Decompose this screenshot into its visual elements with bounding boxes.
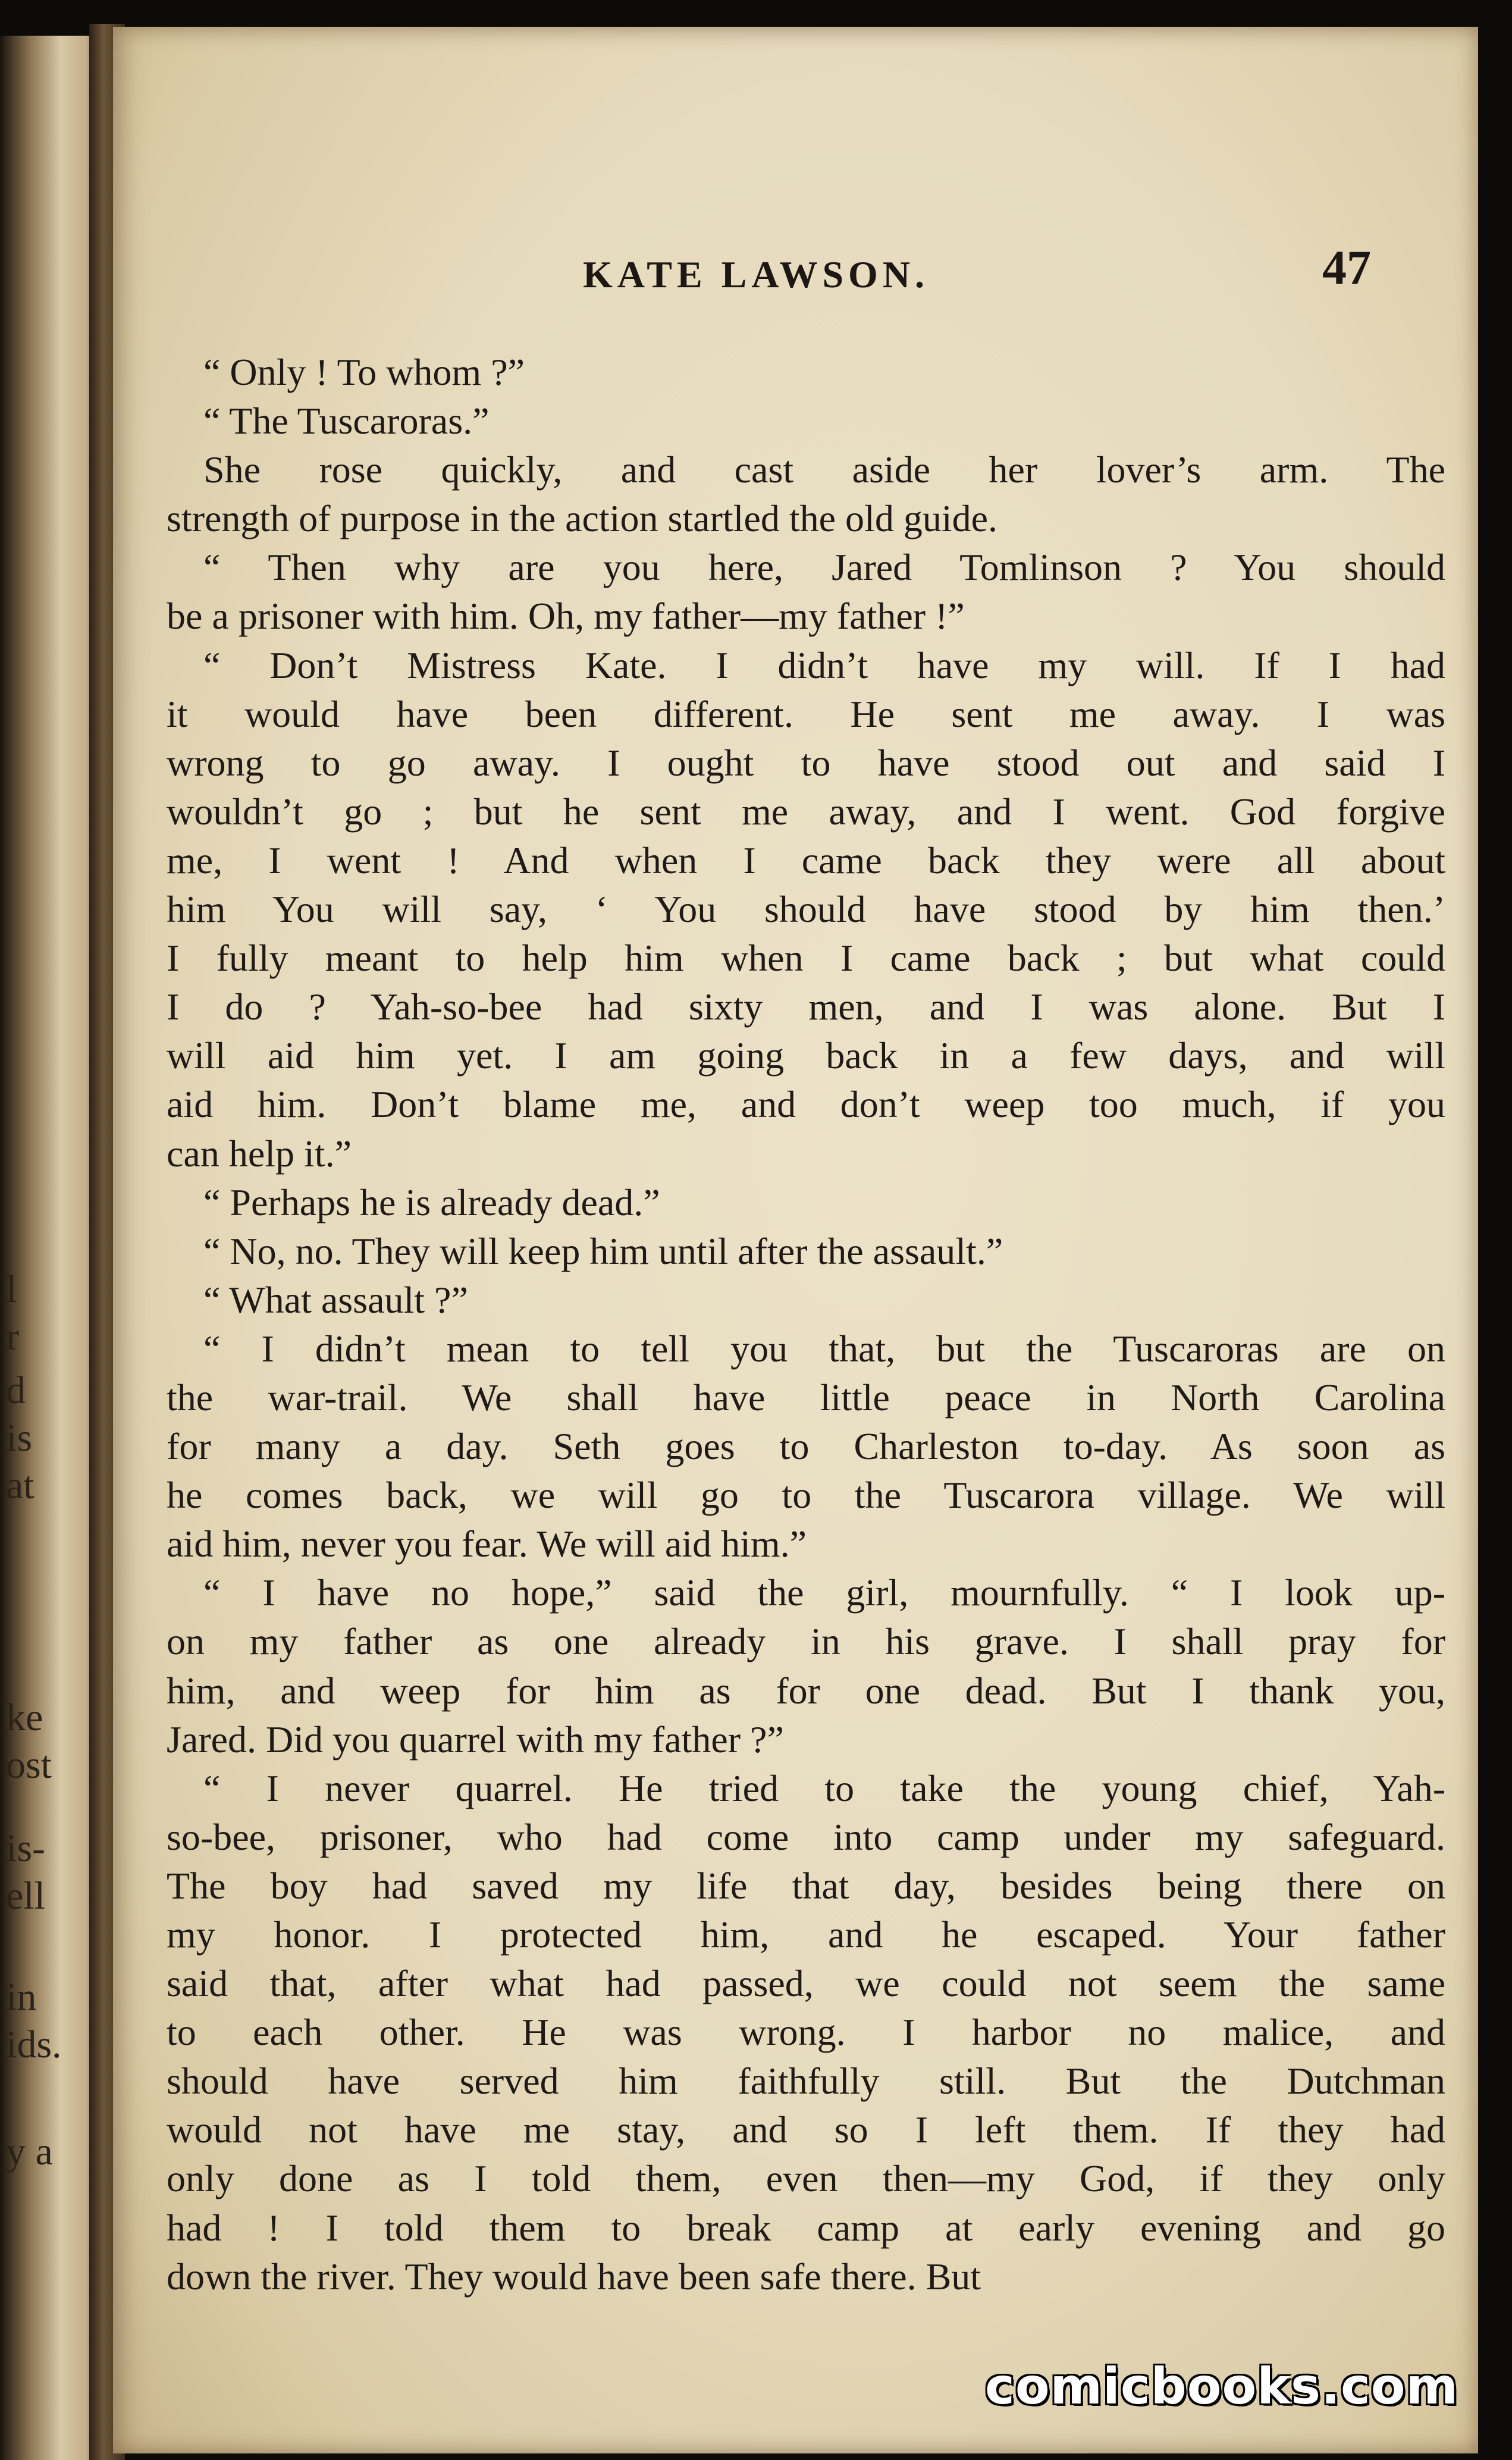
fragment: ids. [6,2023,62,2066]
running-head-title: KATE LAWSON. [583,253,930,296]
fragment: y a [6,2130,53,2173]
text-line: had ! I told them to break camp at early evening and go [167,2206,1445,2249]
text-line: I do ? Yah-so-bee had sixty men, and I was alone. But I [167,986,1445,1028]
fragment: ost [6,1743,52,1787]
running-head [113,229,1478,300]
fragment: in [6,1975,37,2019]
text-line: will aid him yet. I am going back in a few days, and will [167,1034,1445,1077]
fragment: ke [6,1696,43,1739]
left-page-text-fragments [0,36,101,2460]
text-line: only done as I told them, even then—my God, if they only [167,2157,1445,2200]
text-line: “ I didn’t mean to tell you that, but the Tuscaroras are on [203,1327,1445,1370]
text-line: “ Perhaps he is already dead.” [203,1181,660,1223]
text-line: him, and weep for him as for one dead. But I thank you, [167,1669,1445,1712]
text-line: “ Don’t Mistress Kate. I didn’t have my will. If I had [203,644,1445,686]
text-line: me, I went ! And when I came back they were all about [167,839,1445,881]
text-line: Jared. Did you quarrel with my father ?” [167,1718,784,1761]
text-line: She rose quickly, and cast aside her lover’s arm. The [203,448,1445,491]
text-line: down the river. They would have been safe there. But [167,2255,981,2298]
text-line: wrong to go away. I ought to have stood out and said I [167,741,1445,784]
fragment: l [6,1267,17,1311]
body-text [167,348,1445,2301]
fragment: ell [6,1874,45,1918]
text-line: said that, after what had passed, we could not seem the same [167,1962,1445,2005]
text-line: be a prisoner with him. Oh, my father—my father !” [167,595,965,638]
text-line: can help it.” [167,1132,352,1175]
text-line: the war-trail. We shall have little peace in North Carolina [167,1376,1445,1419]
fragment: d [6,1369,26,1412]
text-line: would not have me stay, and so I left them. If they had [167,2108,1445,2151]
text-line: it would have been different. He sent me away. I was [167,692,1445,735]
text-line: he comes back, we will go to the Tuscarora village. We will [167,1474,1445,1517]
text-line: The boy had saved my life that day, besides being there on [167,1864,1445,1907]
text-line: “ The Tuscaroras.” [203,400,490,443]
text-line: for many a day. Seth goes to Charleston to-day. As soon as [167,1425,1445,1468]
text-line: I fully meant to help him when I came back ; but what could [167,937,1445,980]
text-line: aid him, never you fear. We will aid him.” [167,1523,807,1565]
page-number: 47 [1322,240,1371,294]
text-line: so-bee, prisoner, who had come into camp under my safeguard. [167,1815,1445,1858]
text-line: my honor. I protected him, and he escaped. Your father [167,1913,1445,1956]
text-line: to each other. He was wrong. I harbor no malice, and [167,2011,1445,2054]
text-line: “ Then why are you here, Jared Tomlinson ? You should [203,546,1445,589]
watermark: comicbooks.com [985,2357,1458,2415]
book-page [113,27,1478,2453]
fragment: is- [6,1827,45,1870]
left-page-edge [0,36,101,2460]
text-line: “ What assault ?” [203,1278,468,1321]
text-line: wouldn’t go ; but he sent me away, and I went. God forgive [167,790,1445,833]
text-line: him You will say, ‘ You should have stood by him then.’ [167,888,1445,931]
text-line: “ No, no. They will keep him until after the assault.” [203,1229,1003,1272]
text-line: “ I never quarrel. He tried to take the young chief, Yah- [203,1766,1445,1809]
text-line: “ Only ! To whom ?” [203,351,525,393]
text-line: should have served him faithfully still. But the Dutchman [167,2060,1445,2103]
text-line: strength of purpose in the action startled the old guide. [167,497,997,540]
text-line: aid him. Don’t blame me, and don’t weep too much, if you [167,1083,1445,1126]
text-line: “ I have no hope,” said the girl, mournfully. “ I look up- [203,1571,1445,1614]
fragment: is [6,1416,33,1460]
text-line: on my father as one already in his grave. I shall pray for [167,1620,1445,1663]
fragment: r [6,1315,19,1358]
fragment: at [6,1464,34,1507]
